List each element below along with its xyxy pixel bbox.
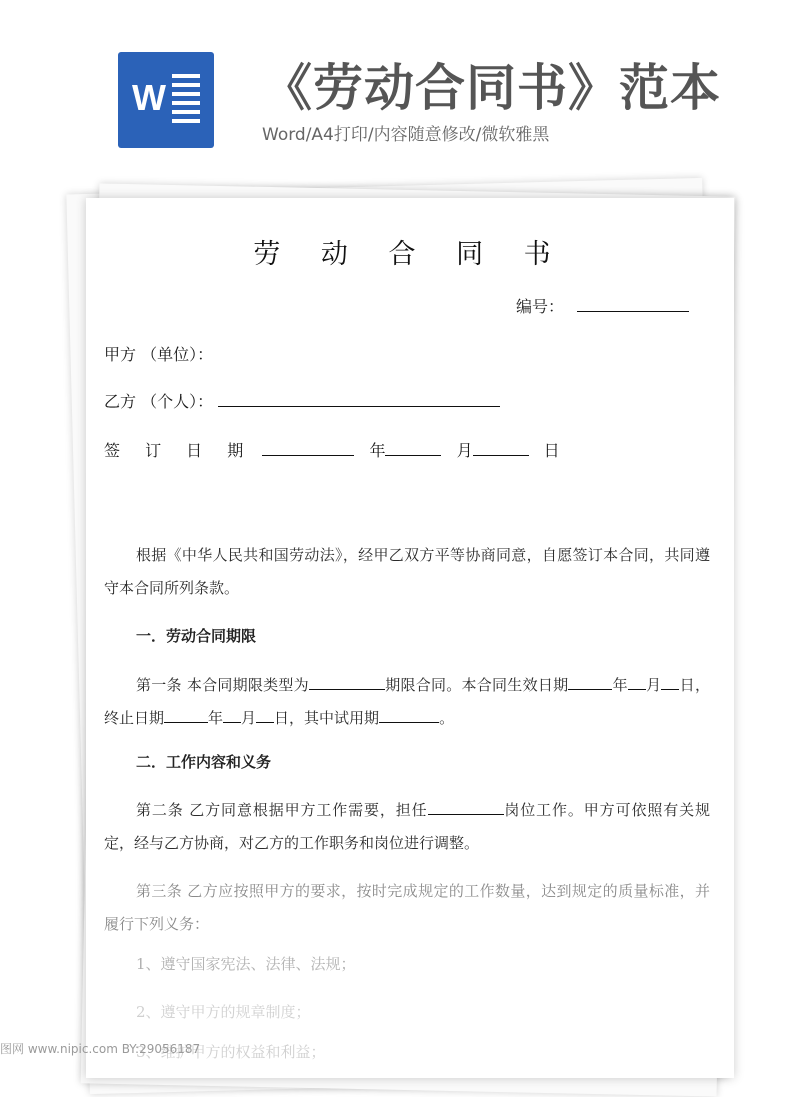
- year-label: 年: [369, 441, 386, 460]
- probation-blank: [379, 708, 439, 723]
- document-lines-icon: [172, 74, 200, 128]
- sign-date-line: [104, 438, 560, 461]
- article-1-text-d: 日，其中试用期: [274, 709, 380, 727]
- end-day-blank: [256, 708, 274, 723]
- month-label: 月: [456, 441, 473, 460]
- article-1-end: 。: [439, 709, 455, 727]
- party-b-label: 乙方 （个人）：: [104, 392, 214, 411]
- article-1-end-year: 年: [208, 709, 224, 727]
- article-1: [104, 669, 710, 735]
- article-1-month: 月: [645, 676, 662, 694]
- article-2: [104, 794, 710, 860]
- duty-item-2: 2、遵守甲方的规章制度；: [136, 1003, 311, 1021]
- section-1-heading: 一．劳动合同期限: [136, 627, 257, 645]
- section-2-heading: 二．工作内容和义务: [136, 753, 272, 771]
- article-3: 第三条 乙方应按照甲方的要求，按时完成规定的工作数量，达到规定的质量标准，并履行下列义务：: [104, 882, 710, 933]
- end-month-blank: [223, 708, 241, 723]
- contract-number: [516, 294, 689, 317]
- page-subtitle: Word/A4打印/内容随意修改/微软雅黑: [262, 125, 550, 145]
- article-1-text-b: 期限合同。本合同生效日期: [384, 676, 569, 694]
- start-day-blank: [661, 675, 679, 690]
- header: [0, 0, 800, 190]
- year-blank: [262, 441, 354, 456]
- article-1-end-month: 月: [241, 709, 257, 727]
- number-label: 编号：: [516, 297, 565, 316]
- month-blank: [385, 441, 441, 456]
- article-2-text-b: 岗位工作。甲方可依照有关规定，经与乙方协商，对乙方的工作职务和岗位进行调整。: [104, 801, 710, 852]
- party-a-line: 甲方 （单位）：: [104, 345, 214, 364]
- duty-item-3: 3、维护甲方的权益和利益；: [136, 1043, 326, 1061]
- party-b-line: [104, 389, 500, 412]
- article-1-text-a: 第一条 本合同期限类型为: [136, 676, 309, 694]
- document-page: [86, 198, 734, 1078]
- party-b-blank: [218, 392, 500, 407]
- day-label: 日: [543, 441, 560, 460]
- page-title: 《劳动合同书》范本: [262, 59, 721, 117]
- duty-item-1: 1、遵守国家宪法、法律、法规；: [136, 955, 356, 973]
- article-1-text-c: 日，终止日期: [104, 676, 710, 727]
- day-blank: [473, 441, 529, 456]
- start-year-blank: [568, 675, 612, 690]
- intro-paragraph: 根据《中华人民共和国劳动法》，经甲乙双方平等协商同意，自愿签订本合同，共同遵守本合同所列条款。: [104, 546, 710, 597]
- article-1-year: 年: [612, 676, 628, 694]
- position-blank: [428, 800, 504, 815]
- sign-date-label: 签 订 日 期: [104, 441, 254, 460]
- end-year-blank: [164, 708, 208, 723]
- watermark: 图网 www.nipic.com BY:29056187: [0, 1042, 201, 1056]
- document-title: 劳 动 合 同 书: [253, 239, 567, 270]
- word-logo-letter: W: [132, 77, 166, 118]
- start-month-blank: [628, 675, 646, 690]
- number-blank: [577, 297, 689, 312]
- article-2-text-a: 第二条 乙方同意根据甲方工作需要，担任: [136, 801, 428, 819]
- term-type-blank: [309, 675, 385, 690]
- word-icon: [118, 52, 214, 148]
